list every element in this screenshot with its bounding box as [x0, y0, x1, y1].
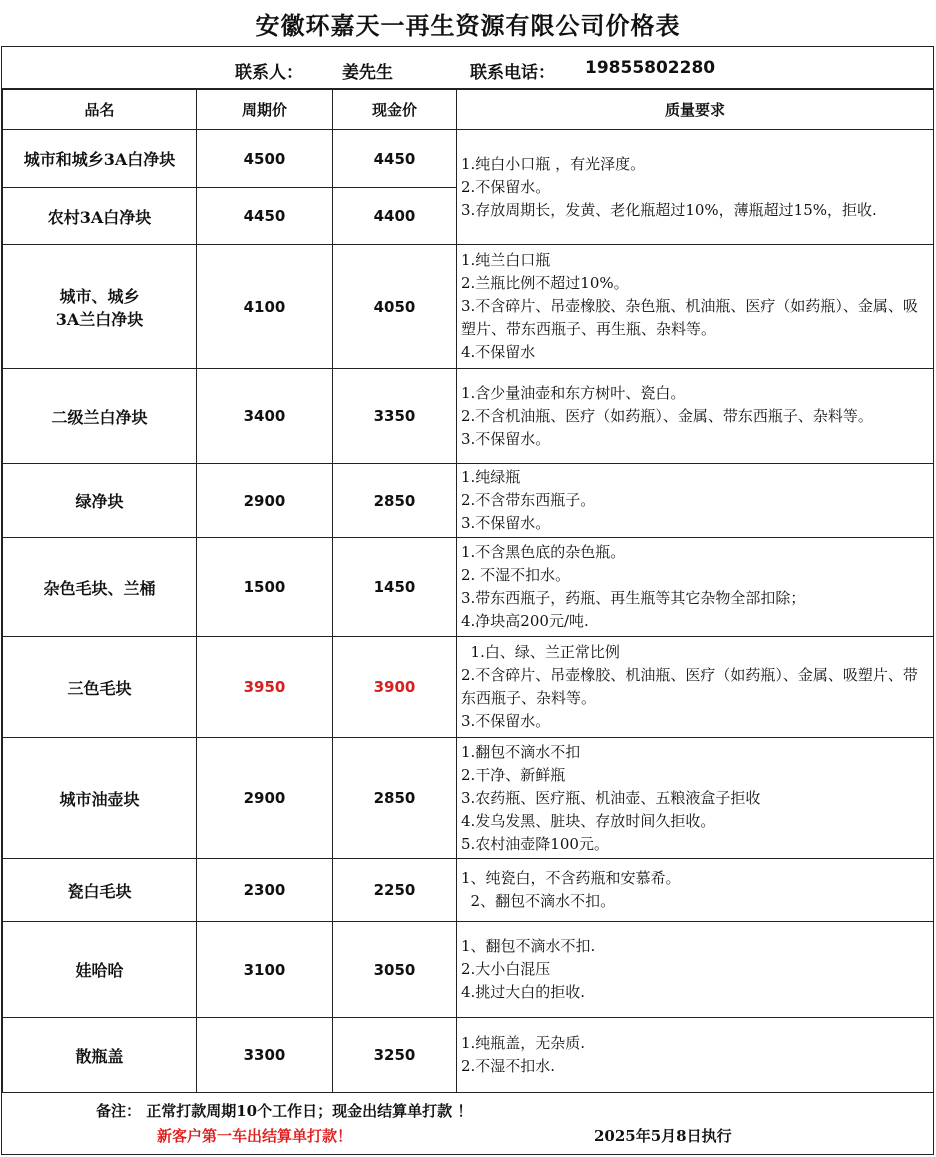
effective-date: 2025年5月8日执行 — [594, 1127, 732, 1145]
requirement-line: 3.不保留水。 — [461, 712, 551, 730]
product-name — [3, 245, 197, 369]
cash-price: 3900 — [333, 637, 457, 738]
cycle-price: 3300 — [197, 1018, 333, 1093]
requirement-line: 2.不湿不扣水. — [461, 1057, 556, 1075]
product-name: 散瓶盖 — [3, 1018, 197, 1093]
table-row — [3, 464, 934, 538]
table-row — [3, 245, 934, 369]
requirement-line: 2.不含带东西瓶子。 — [461, 491, 596, 509]
requirement-line: 3.不含碎片、吊壶橡胶、杂色瓶、机油瓶、医疗（如药瓶）、金属、吸塑片、带东西瓶子、再生瓶、杂料等。 — [461, 297, 918, 338]
cycle-price: 1500 — [197, 538, 333, 637]
cash-price: 2850 — [333, 738, 457, 859]
product-name: 二级兰白净块 — [3, 369, 197, 464]
table-row — [3, 538, 934, 637]
cash-price: 3250 — [333, 1018, 457, 1093]
product-name: 瓷白毛块 — [3, 859, 197, 922]
contact-phone: 19855802280 — [585, 58, 716, 78]
quality-requirements — [457, 922, 934, 1018]
requirement-line: 3.不保留水。 — [461, 429, 551, 448]
requirement-line: 1.纯兰白口瓶 — [461, 251, 551, 269]
requirement-line: 4.挑过大白的拒收. — [461, 983, 586, 1001]
table-row — [3, 859, 934, 922]
header-cycle-price: 周期价 — [197, 90, 333, 130]
requirement-line: 1、纯瓷白，不含药瓶和安慕希。 — [461, 869, 681, 887]
cycle-price: 3100 — [197, 922, 333, 1018]
quality-requirements — [457, 538, 934, 637]
product-name-line: 城市、城乡 — [59, 286, 140, 306]
requirement-line: 2、翻包不滴水不扣。 — [461, 892, 616, 910]
header-cash-price: 现金价 — [333, 90, 457, 130]
cash-price: 3050 — [333, 922, 457, 1018]
requirement-line: 2.兰瓶比例不超过10%。 — [461, 274, 629, 292]
product-name: 杂色毛块、兰桶 — [3, 538, 197, 637]
requirement-line: 1.白、绿、兰正常比例 — [461, 643, 620, 661]
cycle-price: 2900 — [197, 738, 333, 859]
cycle-price: 4100 — [197, 245, 333, 369]
cycle-price: 3400 — [197, 369, 333, 464]
requirement-line: 3.带东西瓶子，药瓶、再生瓶等其它杂物全部扣除； — [461, 589, 806, 607]
product-name: 绿净块 — [3, 464, 197, 538]
cycle-price: 4500 — [197, 130, 333, 188]
quality-requirements — [457, 738, 934, 859]
requirement-line: 3.不保留水。 — [461, 514, 551, 532]
table-row — [3, 369, 934, 464]
table-row — [3, 130, 934, 188]
product-name: 城市和城乡3A白净块 — [3, 130, 197, 188]
product-name: 农村3A白净块 — [3, 188, 197, 245]
cycle-price: 2300 — [197, 859, 333, 922]
contact-person-name: 姜先生 — [342, 63, 393, 83]
header-quality: 质量要求 — [457, 90, 934, 130]
contact-bar — [2, 47, 933, 89]
cash-price: 4400 — [333, 188, 457, 245]
header-product: 品名 — [3, 90, 197, 130]
requirement-line: 4.发乌发黑、脏块、存放时间久拒收。 — [461, 811, 716, 830]
table-row — [3, 922, 934, 1018]
table-header-row — [3, 90, 934, 130]
cycle-price: 2900 — [197, 464, 333, 538]
requirement-line: 3.存放周期长，发黄、老化瓶超过10%，薄瓶超过15%，拒收. — [461, 200, 877, 219]
cash-price: 3350 — [333, 369, 457, 464]
table-row — [3, 637, 934, 738]
payment-note: 备注： 正常打款周期10个工作日；现金出结算单打款 ！ — [96, 1102, 473, 1120]
requirement-line: 1.纯白小口瓶 ，有光泽度。 — [461, 154, 646, 173]
contact-phone-label: 联系电话： — [470, 63, 555, 83]
requirement-line: 1、翻包不滴水不扣. — [461, 937, 596, 955]
table-row — [3, 738, 934, 859]
new-customer-note: 新客户第一车出结算单打款！ — [157, 1127, 353, 1145]
requirement-line: 2.不含碎片、吊壶橡胶、机油瓶、医疗（如药瓶）、金属、吸塑片、带东西瓶子、杂料等。 — [461, 666, 918, 707]
requirement-line: 1.纯绿瓶 — [461, 468, 521, 486]
table-row — [3, 1018, 934, 1093]
quality-requirements — [457, 637, 934, 738]
cycle-price: 3950 — [197, 637, 333, 738]
product-name: 娃哈哈 — [3, 922, 197, 1018]
page-title: 安徽环嘉天一再生资源有限公司价格表 — [255, 10, 681, 40]
quality-requirements — [457, 130, 934, 245]
requirement-line: 1.纯瓶盖，无杂质. — [461, 1034, 586, 1052]
requirement-line: 2.大小白混压 — [461, 960, 551, 978]
quality-requirements — [457, 245, 934, 369]
requirement-line: 2.不含机油瓶、医疗（如药瓶）、金属、带东西瓶子、杂料等。 — [461, 406, 873, 425]
quality-requirements — [457, 1018, 934, 1093]
cash-price: 4450 — [333, 130, 457, 188]
requirement-line: 3.农药瓶、医疗瓶、机油壶、五粮液盒子拒收 — [461, 788, 761, 807]
quality-requirements — [457, 369, 934, 464]
price-table — [2, 89, 934, 1093]
requirement-line: 1.翻包不滴水不扣 — [461, 742, 581, 761]
quality-requirements — [457, 859, 934, 922]
cash-price: 2250 — [333, 859, 457, 922]
requirement-line: 1.含少量油壶和东方树叶、瓷白。 — [461, 383, 686, 402]
footer-notes — [2, 1087, 933, 1153]
cycle-price: 4450 — [197, 188, 333, 245]
product-name: 城市油壶块 — [3, 738, 197, 859]
quality-requirements — [457, 464, 934, 538]
cash-price: 2850 — [333, 464, 457, 538]
product-name-line: 3A兰白净块 — [55, 309, 144, 329]
requirement-line: 4.不保留水 — [461, 343, 536, 361]
cash-price: 1450 — [333, 538, 457, 637]
requirement-line: 5.农村油壶降100元。 — [461, 834, 609, 853]
price-sheet — [1, 46, 934, 1155]
contact-person-label: 联系人： — [235, 63, 303, 83]
requirement-line: 1.不含黑色底的杂色瓶。 — [461, 543, 626, 561]
requirement-line: 4.净块高200元/吨. — [461, 612, 589, 630]
cash-price: 4050 — [333, 245, 457, 369]
requirement-line: 2.干净、新鲜瓶 — [461, 765, 566, 784]
requirement-line: 2.不保留水。 — [461, 177, 551, 196]
product-name: 三色毛块 — [3, 637, 197, 738]
requirement-line: 2. 不湿不扣水。 — [461, 566, 571, 584]
